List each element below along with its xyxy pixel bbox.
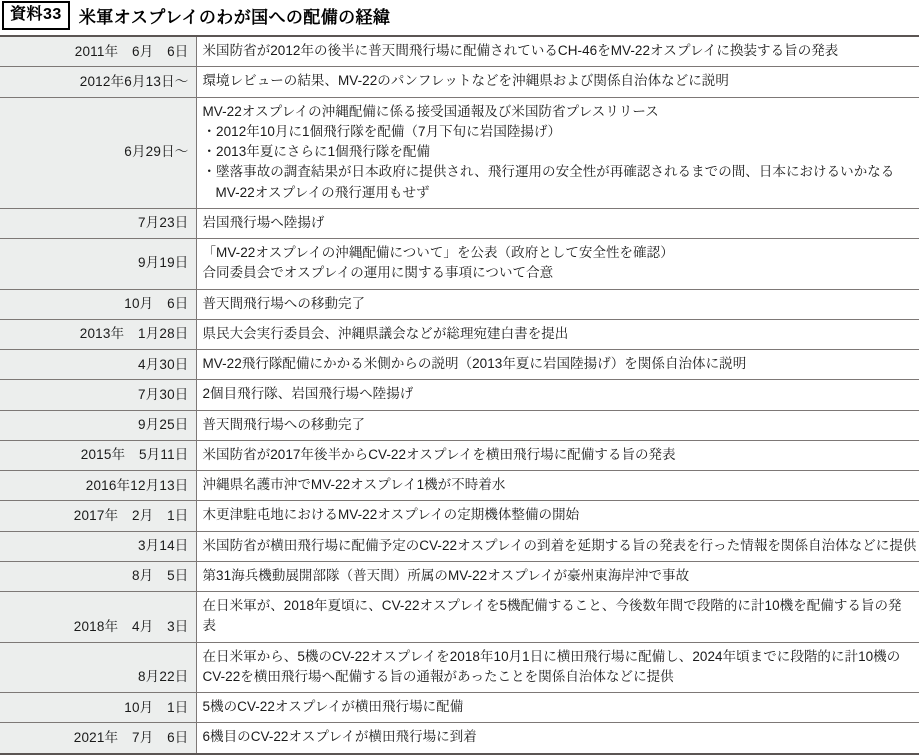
date-cell: 4月30日 (0, 350, 196, 380)
event-text-line: 2個目飛行隊、岩国飛行場へ陸揚げ (202, 386, 414, 402)
event-text-line: 6機目のCV-22オスプレイが横田飛行場に到着 (202, 729, 477, 745)
event-cell (196, 642, 919, 693)
event-cell (196, 380, 919, 410)
date-cell: 3月14日 (0, 531, 196, 561)
date-cell: 8月22日 (0, 642, 196, 693)
event-cell (196, 350, 919, 380)
event-text-line: 5機のCV-22オスプレイが横田飛行場に配備 (202, 699, 464, 714)
table-row (0, 693, 919, 723)
date-cell: 9月25日 (0, 410, 196, 440)
event-cell (196, 440, 919, 470)
event-text-line: ・2013年夏にさらに1個飛行隊を配備 (202, 144, 430, 159)
table-row (0, 471, 919, 501)
date-cell: 2015年 5月11日 (0, 440, 196, 470)
event-cell (196, 97, 919, 208)
table-row (0, 440, 919, 470)
date-cell: 2018年 4月 3日 (0, 592, 196, 643)
event-cell (196, 319, 919, 349)
date-cell: 2016年12月13日 (0, 471, 196, 501)
event-text-line: 米国防省が2017年後半からCV-22オスプレイを横田飛行場に配備する旨の発表 (202, 446, 676, 462)
event-text-line: 岩国飛行場へ陸揚げ (202, 214, 325, 230)
event-text-line: 環境レビューの結果、MV-22のパンフレットなどを沖縄県および関係自治体などに説明 (202, 73, 729, 89)
event-text-line: 県民大会実行委員会、沖縄県議会などが総理宛建白書を提出 (202, 325, 569, 341)
event-cell (196, 289, 919, 319)
table-row (0, 642, 919, 693)
table-row (0, 410, 919, 440)
table-row (0, 67, 919, 97)
table-row (0, 561, 919, 591)
event-text-line: MV-22飛行隊配備にかかる米側からの説明（2013年夏に岩国陸揚げ）を関係自治体に説明 (202, 356, 747, 371)
chronology-table-wrapper (0, 35, 919, 755)
date-cell: 2017年 2月 1日 (0, 501, 196, 531)
event-text-line: 普天間飛行場への移動完了 (202, 416, 366, 432)
table-row (0, 97, 919, 208)
table-row (0, 592, 919, 643)
event-cell (196, 723, 919, 753)
event-text-line: 普天間飛行場への移動完了 (202, 295, 366, 311)
event-text-line: 在日米軍から、5機のCV-22オスプレイを2018年10月1日に横田飛行場に配備し、2024年頃までに段階的に計10機のCV-22を横田飛行場へ配備する旨の通報があったことを関係自治体などに提供 (202, 648, 901, 684)
date-cell: 10月 1日 (0, 693, 196, 723)
figure-number-badge: 資料33 (2, 1, 70, 30)
table-row (0, 723, 919, 753)
event-text-line: ・墜落事故の調査結果が日本政府に提供され、飛行運用の安全性が再確認されるまでの間、日本におけるいかなるMV-22オスプレイの飛行運用もせず (202, 164, 895, 200)
date-cell: 7月23日 (0, 208, 196, 238)
event-cell (196, 208, 919, 238)
figure-title: 米軍オスプレイのわが国への配備の経緯 (78, 7, 391, 27)
event-text-line: 在日米軍が、2018年夏頃に、CV-22オスプレイを5機配備すること、今後数年間で段階的に計10機を配備する旨の発表 (202, 598, 902, 634)
chronology-table-body (0, 37, 919, 753)
table-row (0, 319, 919, 349)
event-cell (196, 561, 919, 591)
event-text-line: 木更津駐屯地におけるMV-22オスプレイの定期機体整備の開始 (202, 507, 580, 523)
date-cell: 2021年 7月 6日 (0, 723, 196, 753)
table-row (0, 531, 919, 561)
date-cell: 2013年 1月28日 (0, 319, 196, 349)
event-text-line: 米国防省が2012年の後半に普天間飛行場に配備されているCH-46をMV-22オスプレイに換装する旨の発表 (202, 43, 839, 58)
table-row (0, 289, 919, 319)
event-cell (196, 592, 919, 643)
event-text-line: ・2012年10月に1個飛行隊を配備（7月下旬に岩国陸揚げ） (202, 123, 562, 139)
event-text-line: 沖縄県名護市沖でMV-22オスプレイ1機が不時着水 (202, 477, 506, 492)
event-text-line: 「MV-22オスプレイの沖縄配備について」を公表（政府として安全性を確認） (202, 245, 674, 260)
event-text-line: 米国防省が横田飛行場に配備予定のCV-22オスプレイの到着を延期する旨の発表を行った情報を関係自治体などに提供 (202, 537, 917, 553)
event-cell (196, 693, 919, 723)
event-cell (196, 471, 919, 501)
figure-header (0, 0, 919, 30)
event-cell (196, 410, 919, 440)
event-cell (196, 67, 919, 97)
event-cell (196, 239, 919, 290)
date-cell: 8月 5日 (0, 561, 196, 591)
table-row (0, 380, 919, 410)
table-row (0, 208, 919, 238)
event-cell (196, 531, 919, 561)
date-cell: 6月29日〜 (0, 97, 196, 208)
event-cell (196, 501, 919, 531)
table-row (0, 37, 919, 67)
date-cell: 10月 6日 (0, 289, 196, 319)
date-cell: 9月19日 (0, 239, 196, 290)
date-cell: 7月30日 (0, 380, 196, 410)
table-row (0, 501, 919, 531)
event-text-line: 第31海兵機動展開部隊（普天間）所属のMV-22オスプレイが豪州東海岸沖で事故 (202, 567, 690, 583)
chronology-table (0, 37, 919, 753)
date-cell: 2012年6月13日〜 (0, 67, 196, 97)
table-row (0, 350, 919, 380)
table-row (0, 239, 919, 290)
date-cell: 2011年 6月 6日 (0, 37, 196, 67)
event-cell (196, 37, 919, 67)
event-text-line: 合同委員会でオスプレイの運用に関する事項について合意 (202, 265, 554, 281)
event-text-line: MV-22オスプレイの沖縄配備に係る接受国通報及び米国防省プレスリリース (202, 103, 659, 119)
